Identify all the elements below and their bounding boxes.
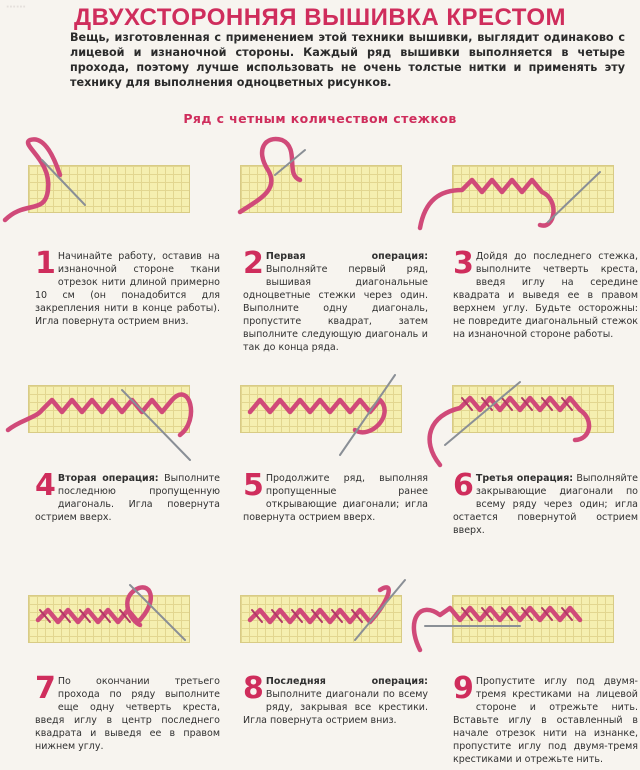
step-9: 9 Пропустите иглу под двумя-тремя крестиками на лицевой стороне и отрежьте нить. Вставьте иглу в оставленный в начале отрезок нити на изнанке, пропустите иглу под двумя-тремя крестиками и отрежьте нить. [453, 671, 638, 765]
step-7: 7 По окончании третьего прохода по ряду выполните еще одну четверть креста, введя иглу в центр последнего квадрата и выведя ее в правом нижнем углу. [35, 671, 220, 752]
thread-step-4 [8, 395, 191, 435]
step-6: 6 Третья операция: Выполняйте закрывающие диагонали по всему ряду через один; игла остается повернутой острием вверх. [453, 468, 638, 536]
thread-step-2 [240, 139, 300, 212]
step-number: 8 [243, 671, 264, 706]
thread-step-1 [5, 139, 60, 220]
needle-step-3 [548, 172, 600, 222]
step-2: 2 Первая операция: Выполняйте первый ряд, вышивая диагональные одноцветные стежки через один. Выполните одну диагональ, пропустите квадрат, затем выполните следующую диагональ и так до конца ряда. [243, 246, 428, 353]
step-number: 2 [243, 246, 264, 281]
thread-step-3 [420, 180, 554, 228]
thread-step-9 [414, 608, 580, 650]
step-number: 3 [453, 246, 474, 281]
step-number: 4 [35, 468, 56, 503]
thread-step-5 [250, 400, 385, 432]
step-number: 9 [453, 671, 474, 706]
page-title: ДВУХСТОРОННЯЯ ВЫШИВКА КРЕСТОМ [74, 4, 566, 31]
needle-step-6 [445, 382, 520, 445]
step-3: 3 Дойдя до последнего стежка, выполните четверть креста, введя иглу на середине квадрата и выведя ее в правом верхнем углу. Будьте осторожны: не повредите диагональный стежок на изнаночной стороне работы. [453, 246, 638, 340]
step-number: 1 [35, 246, 56, 281]
intro-paragraph: Вещь, изготовленная с применением этой техники вышивки, выглядит одинаково с лицевой и изнаночной стороны. Каждый ряд вышивки выполняется в четыре прохода, поэтому лучше использовать не очень толстые нитки и применять эту технику для выполнения одноцветных рисунков. [70, 31, 625, 89]
needle-step-7 [130, 585, 185, 640]
step-number: 7 [35, 671, 56, 706]
step-8: 8 Последняя операция: Выполните диагонали по всему ряду, закрывая все крестики. Игла повернута острием вниз. [243, 671, 428, 726]
thread-step-8 [250, 587, 389, 622]
step-number: 5 [243, 468, 264, 503]
step-1: 1 Начинайте работу, оставив на изнаночной стороне ткани отрезок нити длиной примерно 10 см (он понадобится для закрепления нити в конце работы). Игла повернута острием вниз. [35, 246, 220, 327]
section-subtitle: Ряд с четным количеством стежков [183, 111, 457, 126]
step-5: 5 Продолжите ряд, выполняя пропущенные ранее открывающие диагонали; игла повернута острием вверх. [243, 468, 428, 523]
step-4: 4 Вторая операция: Выполните последнюю пропущенную диагональ. Игла повернута острием вверх. [35, 468, 220, 523]
step-number: 6 [453, 468, 474, 503]
bleed-through-text: ⋯⋯ [6, 2, 26, 13]
thread-step-7 [38, 587, 151, 625]
needle-step-5 [340, 375, 395, 455]
needle-step-4 [122, 390, 190, 460]
